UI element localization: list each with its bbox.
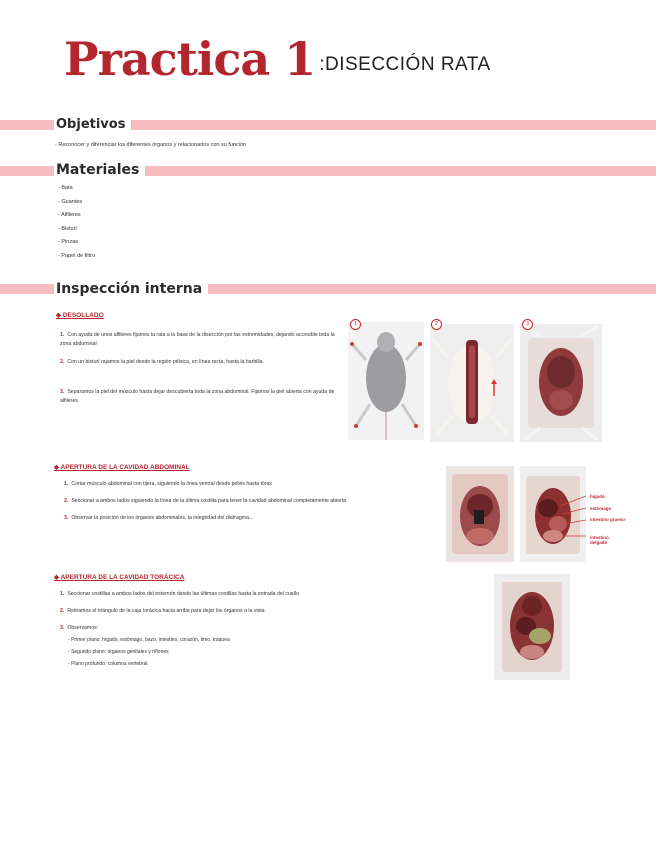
subheading-toracica: ◆ APERTURA DE LA CAVIDAD TORÁCICA [54,574,185,581]
rat-photo-4 [446,466,514,562]
rat-thorax-open-image [494,574,570,680]
desollado-step-2: 2. Con un bisturí rajamos la piel desde la región pélvica, en línea recta, hasta la barbilla. [60,359,264,365]
list-item: - Guantes [58,196,95,210]
photo-number-1: 1 [350,319,361,330]
observation-item-2: - Segundo plano: órganos genitales y riñones [68,649,169,655]
list-item: - Bisturí [58,223,95,237]
desollado-step-3: 3. Separamos la piel del músculo hasta dejar descubierta toda la zona abdominal. Fijamos la piel abierta con ayuda de alfileres [60,389,335,404]
heading-inspeccion: Inspección interna [54,281,208,297]
heading-objetivos: Objetivos [54,117,131,133]
observation-item-1: - Primer plano: hígado, estómago, bazo, intestino, corazón, timo, tráquea [68,637,230,643]
rat-skinned-image [520,324,602,442]
list-item: - Pinzas [58,236,95,250]
abdominal-step-1: 1. Cortar músculo abdominal con tijera, siguiendo la línea ventral desde pelvis hasta tórax [64,481,273,487]
observation-item-3: - Plano profundo: columna vertebral [68,661,148,667]
organ-label-liver: hígado [590,494,605,499]
diamond-icon: ◆ [56,312,61,319]
organ-label-large-intestine: intestino grueso [590,517,626,522]
diamond-icon: ◆ [54,464,59,471]
objetivos-text: - Reconocer y diferenciar los diferentes órganos y relacionarlos con su función [55,142,247,148]
abdominal-step-2: 2. Seccionar a ambos lados siguiendo la línea de la última costilla para tener la cavidad abdominal completamente abierta [64,498,347,504]
subheading-abdominal: ◆ APERTURA DE LA CAVIDAD ABDOMINAL [54,464,190,471]
abdominal-step-3: 3. Observar la posición de los órganos abdominales, la integridad del diafragma... [64,515,254,521]
organ-label-stomach: estómago [590,506,612,511]
rat-photo-6 [494,574,570,680]
title-subtitle: :DISECCIÓN RATA [319,54,491,75]
toracica-step-1: 1. Seccionar costillas a ambos lados del esternón desde las últimas costillas hasta la entrada del cuello [60,591,299,597]
page-title [64,32,491,86]
title-main: Practica 1 [64,32,316,86]
rat-abdomen-open-image [446,466,514,562]
diamond-icon: ◆ [54,574,59,581]
desollado-step-1: 1. Con ayuda de unos alfileres fijamos la rata a la base de la disección por las extremidades, dejando accesible toda la zona abdominal [60,332,335,347]
rat-photo-2 [430,324,514,442]
list-item: - Alfileres [58,209,95,223]
photo-number-2: 2 [431,319,442,330]
organ-label-small-intestine: intestino delgado [590,535,609,545]
rat-organs-image [520,466,586,562]
rat-photo-1 [348,322,424,440]
materials-list [58,182,95,263]
toracica-step-2: 2. Retiramos el triángulo de la caja torácica hacia arriba para dejar los órganos a la vista [60,608,265,614]
rat-photo-3 [520,324,602,442]
heading-materiales: Materiales [54,162,145,178]
rat-intact-image [348,322,424,440]
photo-number-3: 3 [522,319,533,330]
toracica-step-3: 3. Observamos: [60,625,99,631]
list-item: - Bata [58,182,95,196]
list-item: - Papel de filtro [58,250,95,264]
subheading-desollado: ◆ DESOLLADO [56,312,104,319]
rat-photo-5 [520,466,586,562]
rat-incision-image [430,324,514,442]
